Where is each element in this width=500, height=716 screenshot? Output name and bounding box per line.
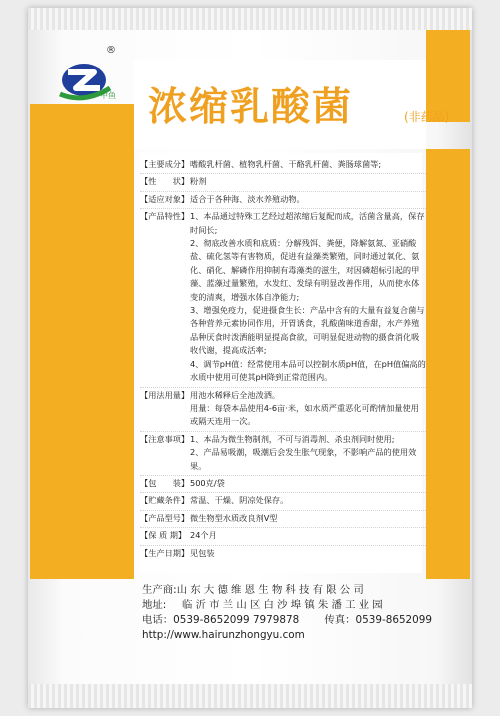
product-title: 浓缩乳酸菌 [148,85,354,130]
maker-name: 山东大德维恩生物科技有限公司 [176,584,367,596]
spec-value: 2、产品易吸潮，吸潮后会发生胀气现象，不影响产品的使用效果。 [190,447,417,471]
spec-label: 【包 装】 [140,477,190,488]
registered-mark: ® [106,45,116,56]
product-subtitle: (非药品) [404,110,450,124]
heat-seal-top [28,8,472,30]
spec-label: 【用法用量】 [140,389,190,400]
spec-row-storage [140,493,426,510]
spec-row-notes [140,432,426,476]
spec-label: 【贮藏条件】 [140,495,190,506]
spec-row-usage [140,388,426,432]
website-line [142,628,472,643]
spec-row-model [140,511,426,528]
spec-label: 【注意事项】 [140,433,190,444]
spec-label: 【性 状】 [140,176,190,187]
spec-label: 【主要成分】 [140,159,190,169]
logo-text: 中鱼 [100,91,116,100]
spec-label: 【保 质 期】 [140,530,187,541]
spec-value: 24个月 [190,530,217,541]
spec-value: 适合于各种海、淡水养殖动物。 [190,193,305,204]
spec-row-production-date [140,546,426,562]
heat-seal-bottom [28,684,472,708]
address-label: 地址: [142,599,167,611]
maker-label: 生产商: [142,584,177,596]
maker-line [142,583,472,598]
spec-label: 【产品型号】 [140,512,190,523]
spec-label: 【适应对象】 [140,193,190,204]
spec-value: 见包装 [190,547,215,558]
spec-label: 【产品特性】 [140,211,190,222]
phone-line [142,613,472,628]
spec-label: 【生产日期】 [140,547,190,558]
spec-value: 用量：每袋本品使用4-6亩·米，如水质严重恶化可酌情加量使用或隔天连用一次。 [190,402,419,427]
address-value: 临沂市兰山区白沙埠镇朱潘工业园 [182,599,386,611]
spec-row-form [140,174,426,191]
spec-value: 4、调节pH值：经常使用本品可以控制水质pH值，在pH值偏高的水质中使用可使其pH降到正常范围内。 [190,358,426,383]
orange-side-left [30,149,134,579]
fax-value: 传真：0539-8652099 [324,614,432,626]
spec-value: 微生物型水质改良剂Ⅴ型 [190,512,278,523]
phone-value: 0539-8652099 7979878 [173,614,300,626]
spec-row-package [140,476,426,493]
spec-value: 2、彻底改善水质和底质：分解残饵、粪便，降解氨氮、亚硝酸盐、硫化氢等有害物质，促进有益藻类繁殖，同时通过氧化、氨化、硝化、解磷作用抑制有毒藻类的滋生，对因磷超标引起的甲藻、蓝藻过量繁殖，水发红、发绿有明显改善作用，从而使水体变的清爽，增强水体自净能力; [190,238,420,302]
spec-row-target [140,192,426,209]
spec-value: 1、本品为微生物制剂，不可与消毒剂、杀虫剂同时使用; [190,433,395,444]
spec-value: 常温、干燥、阴凉处保存。 [190,495,289,506]
spec-value: 1、本品通过特殊工艺经过超浓缩后复配而成，活菌含量高，保存时间长; [190,211,425,235]
spec-value: 嗜酸乳杆菌、植物乳杆菌、干酪乳杆菌、粪肠球菌等; [190,159,382,169]
phone-label: 电话： [142,614,174,626]
spec-row-shelf-life [140,528,426,545]
website-link[interactable]: http://www.hairunzhongyu.com [142,629,305,641]
manufacturer-info [142,583,472,643]
spec-value: 500克/袋 [190,477,225,488]
spec-value: 粉剂 [190,176,207,187]
address-line [142,598,472,613]
orange-side-right [426,149,470,579]
spec-row-ingredients [140,157,426,174]
orange-band-left [30,112,134,149]
spec-value: 3、增强免疫力，促进摄食生长：产品中含有的大量有益复合菌与各种营养元素协同作用，开胃诱食，乳酸菌味道香甜，水产养殖品种厌食时泼洒能明显提高食欲，可明显促进动物的摄食消化吸收代谢，提高成活率; [190,305,425,356]
spec-value: 用池水稀释后全池泼洒。 [190,389,281,400]
spec-table [140,157,426,562]
spec-row-features [140,209,426,387]
